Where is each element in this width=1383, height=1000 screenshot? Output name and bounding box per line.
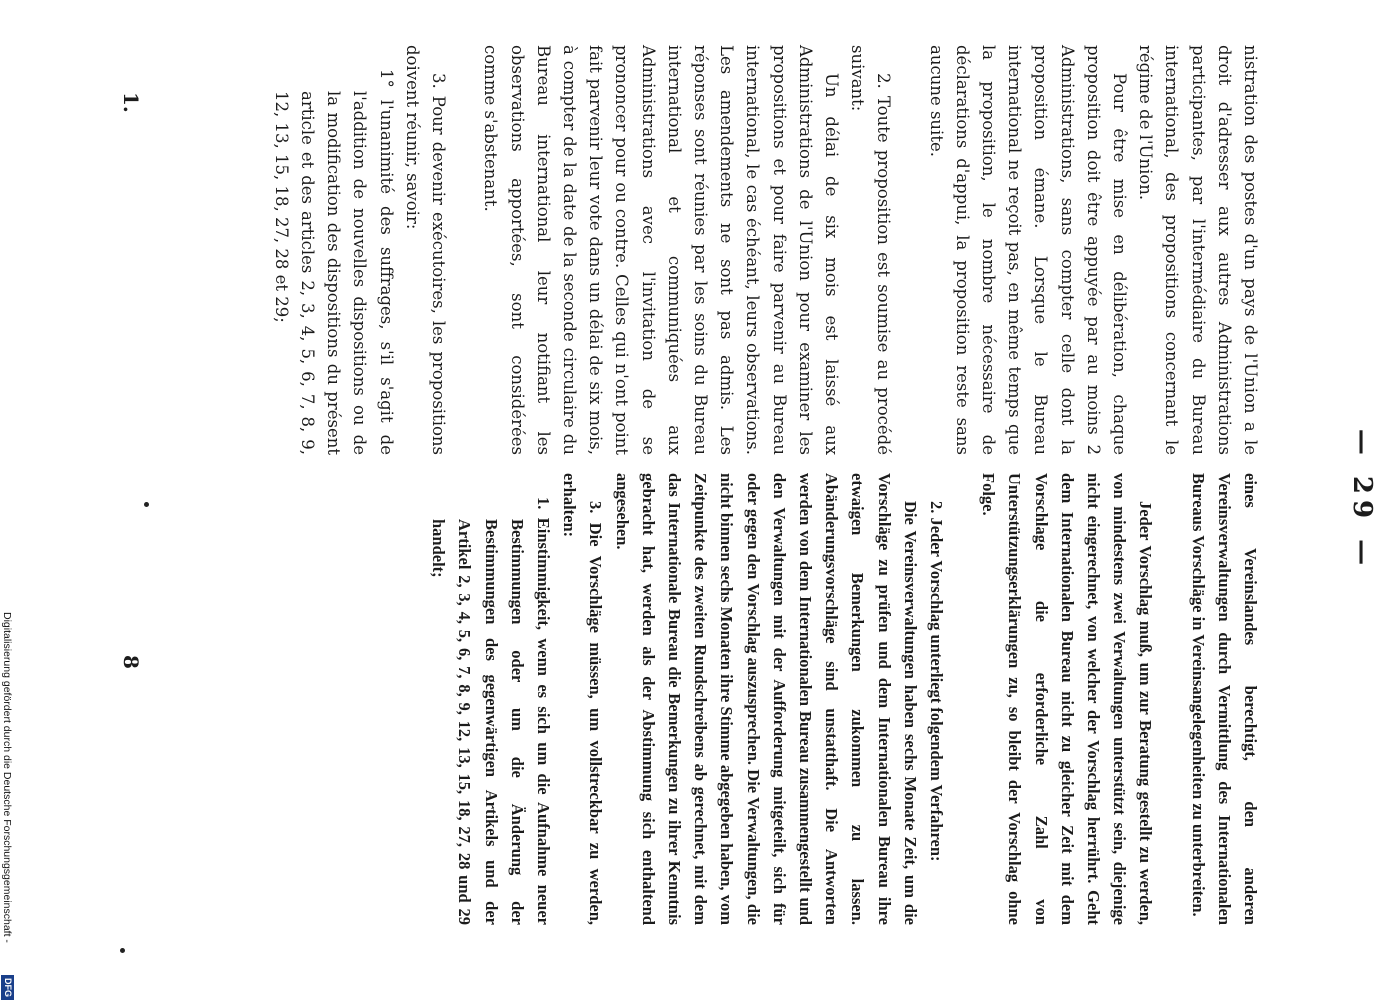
ink-dot bbox=[144, 502, 149, 507]
dfg-logo: DFG bbox=[1, 975, 14, 1000]
fr-paragraph-3: 2. Toute proposition est soumise au procédé suivant: bbox=[848, 45, 894, 455]
page-number: — 29 — bbox=[1347, 428, 1377, 572]
de-paragraph-4: Die Vereinsverwaltungen haben sechs Monate Zeit, um die Vorschläge zu prüfen und dem Internationalen Bureau ihre etwaigen Bemerkungen zukommen zu lassen. Abänderungsvorschläge sind unstatthaft. Die Antworten werden von dem Internationalen Bureau zusammengestellt und den Verwaltungen mit der Aufforderung mitgeteilt, sich für oder gegen den Vorschlag auszusprechen. Die Verwaltungen, die nicht binnen sechs Monaten ihre Stimme abgegeben haben, vom Zeitpunkte des zweiten Rundschreibens ab gerechnet, mit dem das Internationale Bureau die Bemerkungen zu ihrer Kenntnis gebracht hat, werden als der Abstimmung sich enthaltend angesehen. bbox=[612, 473, 920, 925]
digitization-credit: Digitalisierung gefördert durch die Deutsche Forschungsgemeinschaft - bbox=[1, 612, 13, 943]
fr-paragraph-2: Pour être mise en délibération, chaque proposition doit être appuyée par au moins 2 Administrations, sans compter celle dont la proposition émane. Lorsque le Bureau international ne reçoit pas, en même temps que la proposition, le nombre nécessaire de déclarations d'appui, la proposition reste sans aucune suite. bbox=[926, 45, 1129, 455]
de-paragraph-2: Jeder Vorschlag muß, um zur Beratung gestellt zu werden, von mindestens zwei Verwaltungen unterstützt sein, diejenige nicht eingerechnet, von welcher der Vorschlag herrührt. Geht dem Internationalen Bureau nicht zu gleicher Zeit mit dem Vorschlage die erforderliche Zahl von Unterstützungserklärungen zu, so bleibt der Vorschlag ohne Folge. bbox=[979, 473, 1156, 925]
de-paragraph-5: 3. Die Vorschläge müssen, um vollstreckbar zu werden, erhalten: bbox=[560, 473, 606, 925]
fr-paragraph-1: nistration des postes d'un pays de l'Union a le droit d'adresser aux autres Administrations participantes, par l'intermédiaire du Bureau international, des propositions concernant le régime de l'Union. bbox=[1136, 45, 1260, 455]
signature-mark-left: 1. bbox=[119, 92, 143, 113]
fr-paragraph-6: 1° l'unanimité des suffrages, s'il s'agit de l'addition de nouvelles dispositions ou de la modification des dispositions du présent article et des articles 2, 3, 4, 5, 6, 7, 8, 9, 12, 13, 15, 18, 27, 28 et 29; bbox=[271, 69, 396, 455]
ink-dot bbox=[120, 948, 125, 953]
de-paragraph-6: 1. Einstimmigkeit, wenn es sich um die Aufnahme neuer Bestimmungen oder um die Änderung der Bestimmungen des gegenwärtigen Artikels und der Artikel 2, 3, 4, 5, 6, 7, 8, 9, 12, 13, 15, 18, 27, 28 und 29 handelt; bbox=[429, 497, 553, 925]
de-paragraph-1: eines Vereinslandes berechtigt, den anderen Vereinsverwaltungen durch Vermittlung des Internationalen Bureaus Vorschläge in Vereinsangelegenheiten zu unterbreiten. bbox=[1188, 473, 1260, 925]
signature-mark-right: 8 bbox=[119, 655, 143, 669]
fr-paragraph-5: 3. Pour devenir exécutoires, les propositions doivent réunir, savoir: bbox=[402, 45, 449, 455]
french-column bbox=[268, 45, 1263, 455]
german-column bbox=[425, 473, 1263, 925]
de-paragraph-3: 2. Jeder Vorschlag unterliegt folgendem Verfahren: bbox=[926, 501, 946, 862]
fr-paragraph-4: Un délai de six mois est laissé aux Administrations de l'Union pour examiner les propositions et pour faire parvenir au Bureau international, le cas échéant, leurs observations. Les amendements ne sont pas admis. Les réponses sont réunies par les soins du Bureau international et communiquées aux Administrations avec l'invitation de se prononcer pour ou contre. Celles qui n'ont point fait parvenir leur vote dans un délai de six mois, à compter de la date de la seconde circulaire du Bureau international leur notifiant les observations apportées, sont considérées comme s'abstenant. bbox=[481, 45, 841, 455]
